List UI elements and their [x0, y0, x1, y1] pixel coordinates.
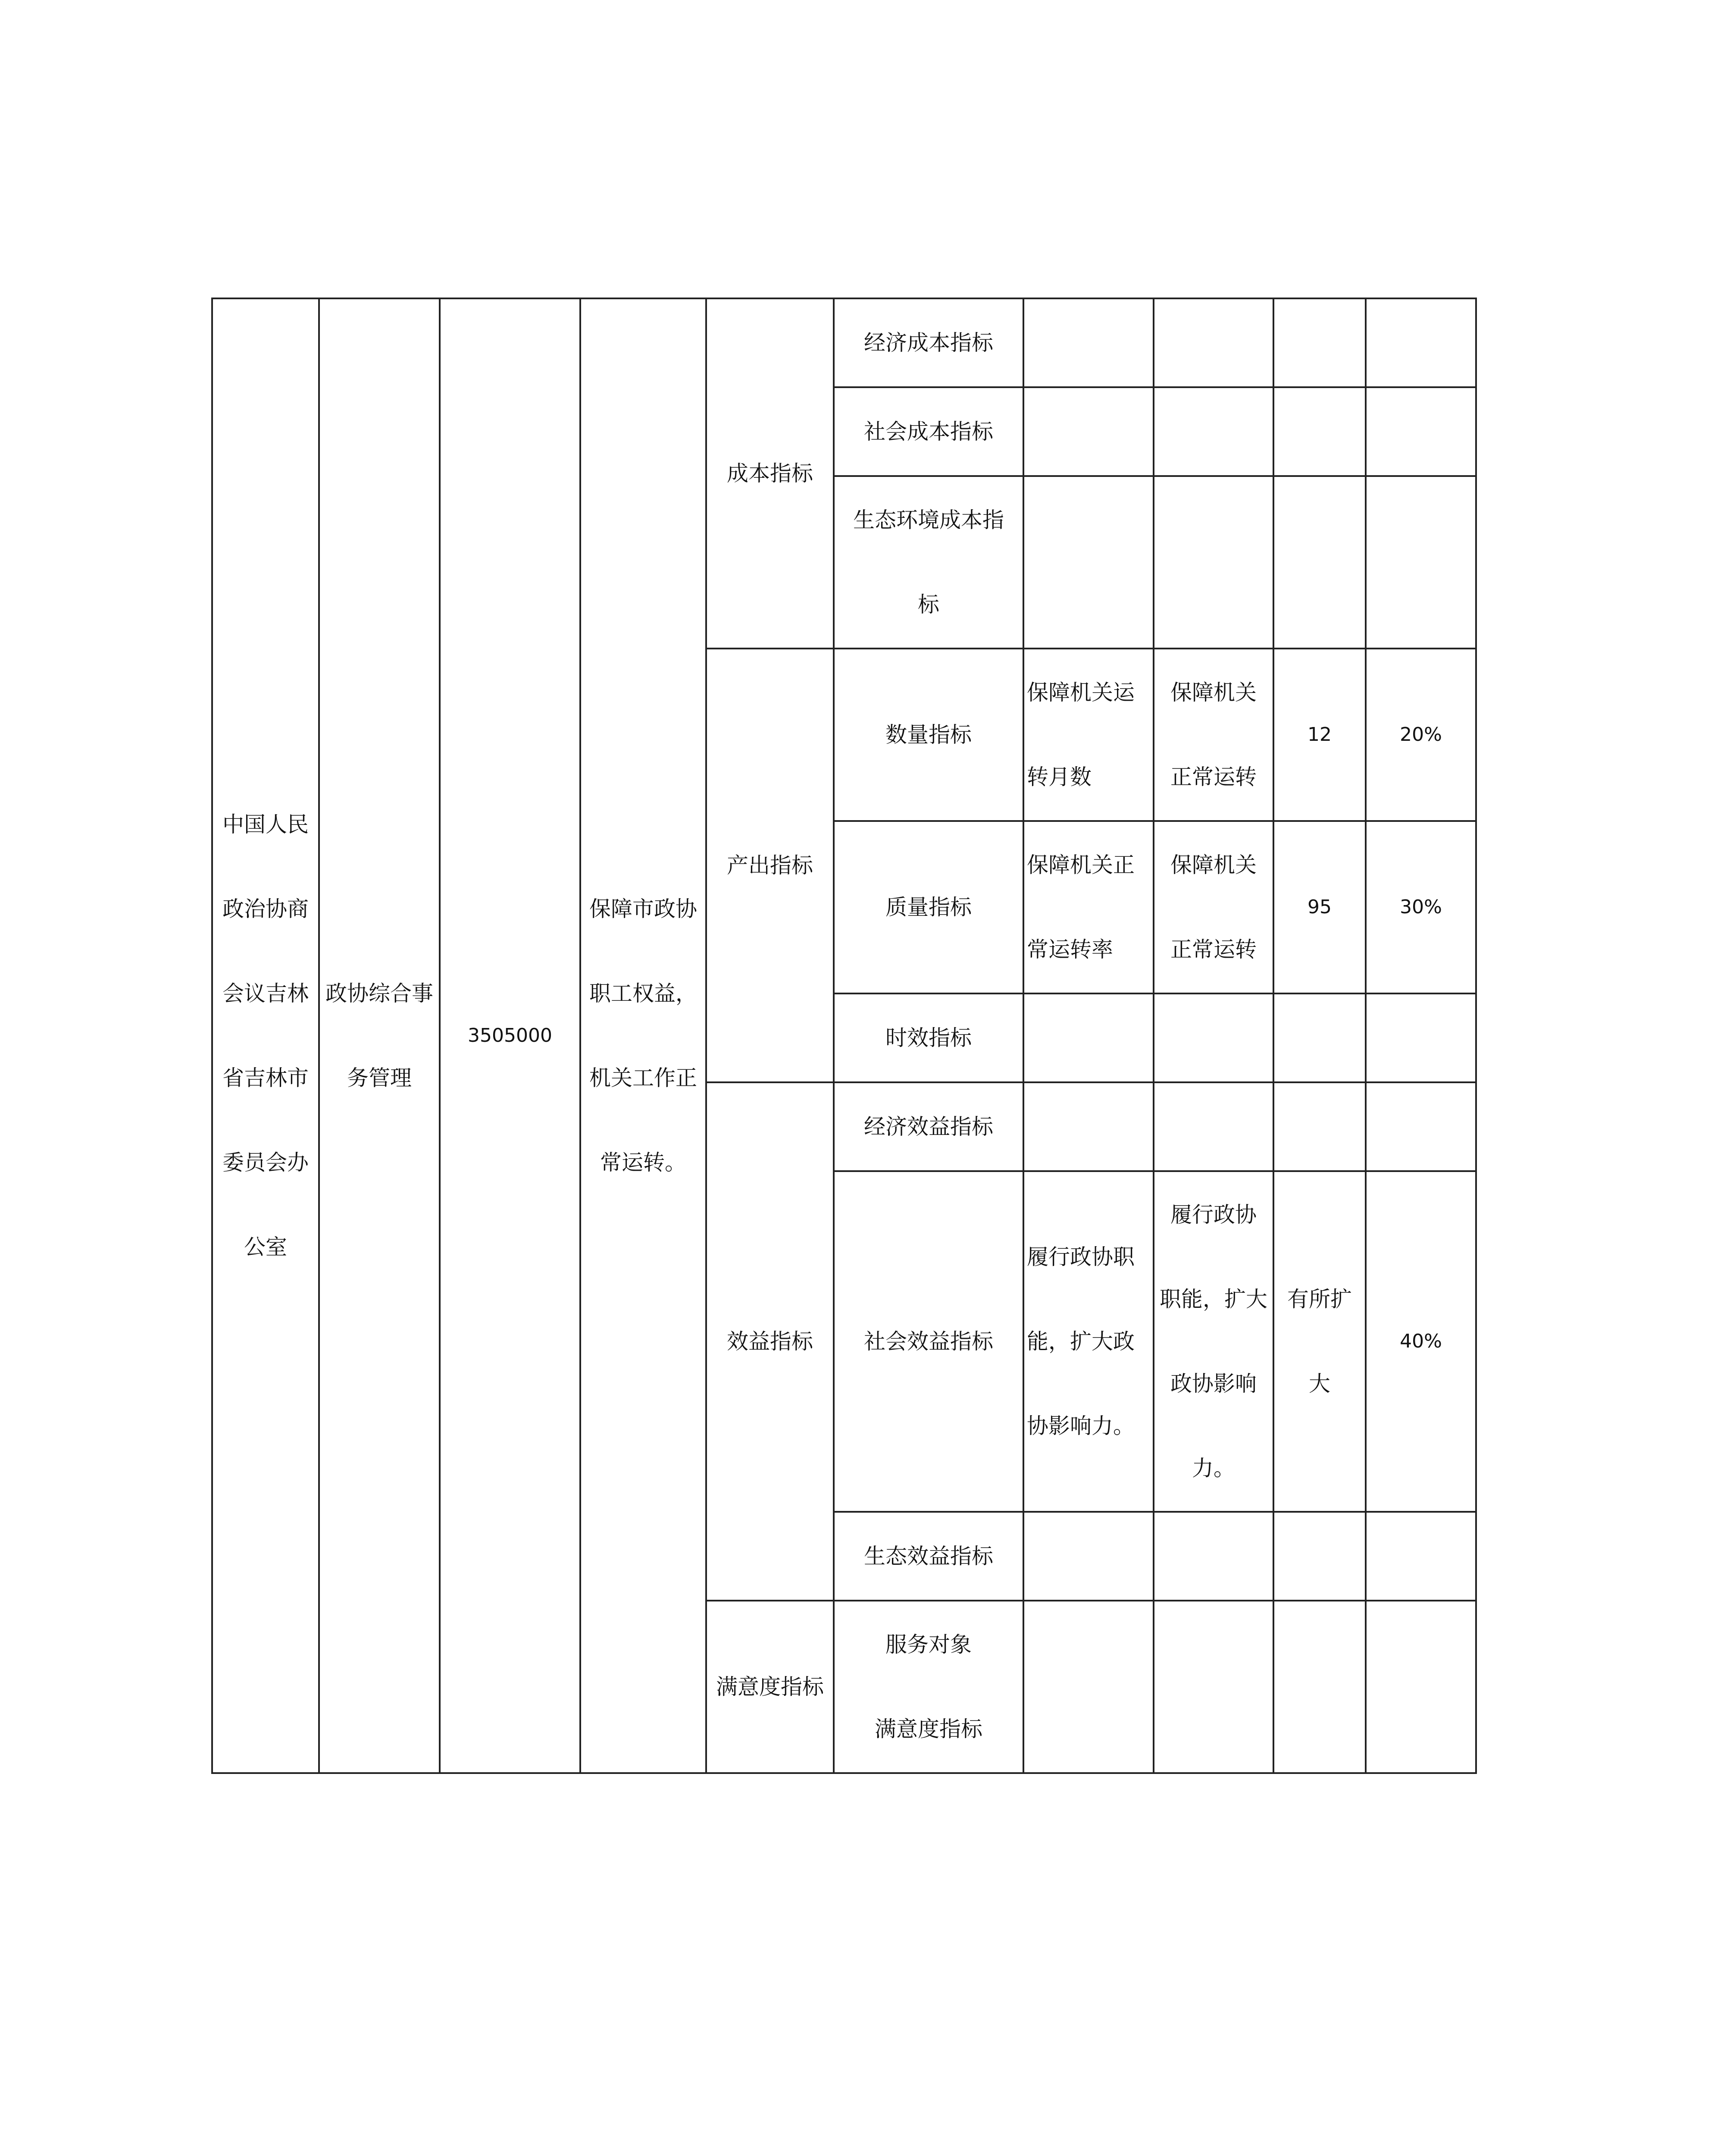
level2-economic-cost-cell: 经济成本指标 — [834, 298, 1023, 387]
performance-goal-table — [211, 298, 1477, 1774]
empty-cell — [1023, 1601, 1154, 1773]
level2-economic-benefit-cell: 经济效益指标 — [834, 1082, 1023, 1171]
level1-output-cell: 产出指标 — [706, 649, 834, 1082]
empty-cell — [1366, 298, 1476, 387]
project-name-cell: 政协综合事 务管理 — [319, 298, 440, 1773]
social-benefit-value-cell: 有所扩 大 — [1273, 1171, 1366, 1512]
level2-social-cost-cell: 社会成本指标 — [834, 387, 1023, 476]
empty-cell — [1273, 1512, 1366, 1601]
empty-cell — [1154, 1082, 1273, 1171]
org-name-cell: 中国人民 政治协商 会议吉林 省吉林市 委员会办 公室 — [212, 298, 319, 1773]
social-benefit-indicator-cell: 履行政协职 能，扩大政 协影响力。 — [1023, 1171, 1154, 1512]
social-benefit-standard-cell: 履行政协 职能，扩大 政协影响 力。 — [1154, 1171, 1273, 1512]
empty-cell — [1273, 387, 1366, 476]
quantity-standard-cell: 保障机关 正常运转 — [1154, 649, 1273, 821]
empty-cell — [1366, 1601, 1476, 1773]
empty-cell — [1023, 993, 1154, 1082]
empty-cell — [1366, 476, 1476, 649]
empty-cell — [1154, 387, 1273, 476]
social-benefit-weight-cell: 40% — [1366, 1171, 1476, 1512]
empty-cell — [1366, 1082, 1476, 1171]
empty-cell — [1154, 298, 1273, 387]
empty-cell — [1273, 476, 1366, 649]
empty-cell — [1154, 476, 1273, 649]
quality-indicator-cell: 保障机关正 常运转率 — [1023, 821, 1154, 993]
empty-cell — [1023, 1512, 1154, 1601]
level1-cost-cell: 成本指标 — [706, 298, 834, 649]
quality-standard-cell: 保障机关 正常运转 — [1154, 821, 1273, 993]
quality-weight-cell: 30% — [1366, 821, 1476, 993]
level2-service-satisfaction-cell: 服务对象 满意度指标 — [834, 1601, 1023, 1773]
quality-value-cell: 95 — [1273, 821, 1366, 993]
quantity-indicator-cell: 保障机关运 转月数 — [1023, 649, 1154, 821]
level2-eco-cost-cell: 生态环境成本指 标 — [834, 476, 1023, 649]
empty-cell — [1273, 993, 1366, 1082]
empty-cell — [1273, 298, 1366, 387]
empty-cell — [1154, 1512, 1273, 1601]
level2-social-benefit-cell: 社会效益指标 — [834, 1171, 1023, 1512]
empty-cell — [1154, 993, 1273, 1082]
empty-cell — [1023, 387, 1154, 476]
level1-satisfaction-cell: 满意度指标 — [706, 1601, 834, 1773]
empty-cell — [1366, 387, 1476, 476]
empty-cell — [1023, 1082, 1154, 1171]
objective-cell: 保障市政协 职工权益， 机关工作正 常运转。 — [580, 298, 706, 1773]
empty-cell — [1273, 1082, 1366, 1171]
quantity-weight-cell: 20% — [1366, 649, 1476, 821]
quantity-value-cell: 12 — [1273, 649, 1366, 821]
empty-cell — [1023, 298, 1154, 387]
level1-benefit-cell: 效益指标 — [706, 1082, 834, 1601]
level2-timeliness-cell: 时效指标 — [834, 993, 1023, 1082]
table-row — [212, 298, 1476, 387]
empty-cell — [1023, 476, 1154, 649]
amount-cell: 3505000 — [440, 298, 580, 1773]
empty-cell — [1366, 1512, 1476, 1601]
empty-cell — [1273, 1601, 1366, 1773]
empty-cell — [1154, 1601, 1273, 1773]
level2-eco-benefit-cell: 生态效益指标 — [834, 1512, 1023, 1601]
level2-quality-cell: 质量指标 — [834, 821, 1023, 993]
empty-cell — [1366, 993, 1476, 1082]
level2-quantity-cell: 数量指标 — [834, 649, 1023, 821]
